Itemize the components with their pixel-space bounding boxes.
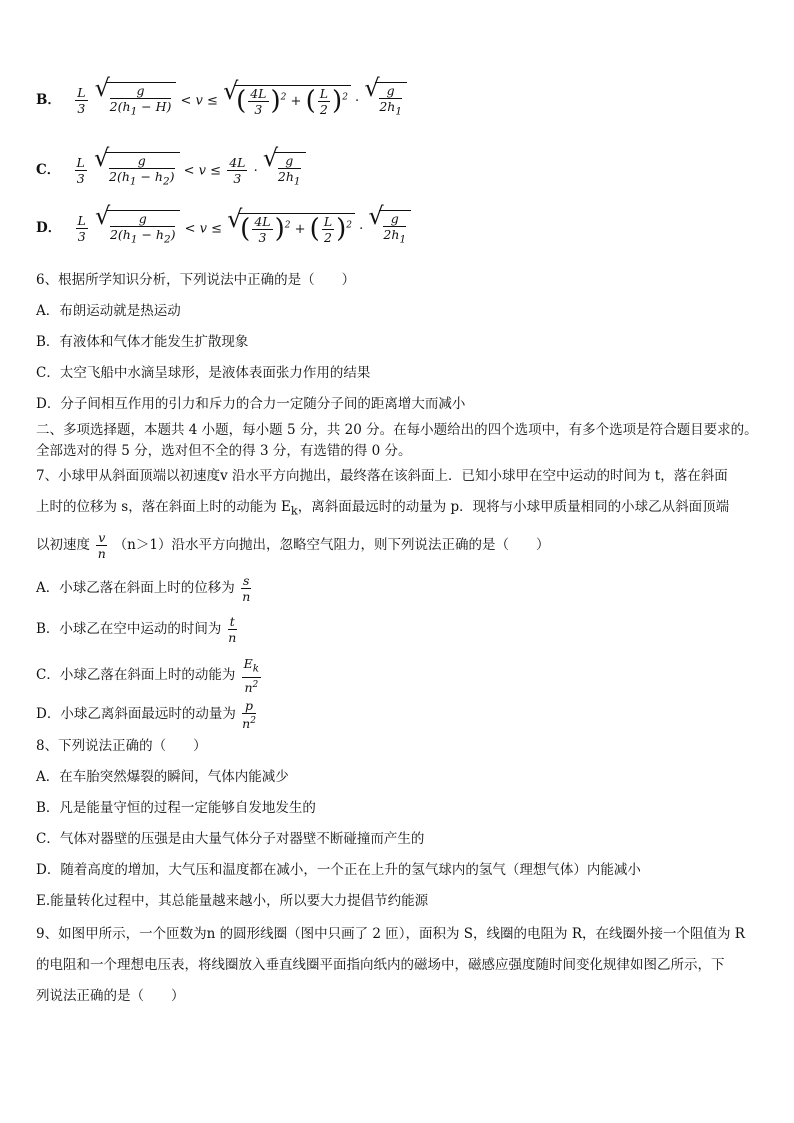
q7-option-b: B．小球乙在空中运动的时间为 $\frac{t}{n}$	[36, 614, 237, 645]
q6-option-d: D．分子间相互作用的引力和斥力的合力一定随分子间的距离增大而减小	[36, 396, 466, 412]
q6-stem: 6、根据所学知识分析，下列说法中正确的是（ ）	[36, 272, 356, 288]
q9-line-3: 列说法正确的是（ ）	[36, 988, 185, 1004]
q7-option-c: C．小球乙落在斜面上时的动能为 $\frac{E_k}{n^2}$	[36, 656, 260, 695]
formula-d: $\frac{L}{3}$ √ $\frac{g}{2(h_1 - h_2)}$ < v ≤ √ ( $\frac{4L}{3}$ )$^2$ + ( $\frac{L}{2}$ )$^2$ · √ $\frac{g}{2h_1}$	[74, 210, 412, 248]
q7-line-1: 7、小球甲从斜面顶端以初速度v 沿水平方向抛出，最终落在该斜面上．已知小球甲在空中运动的时间为 t，落在斜面	[36, 468, 728, 484]
q9-line-1: 9、如图甲所示，一个匝数为n 的圆形线圈（图中只画了 2 匝），面积为 S，线圈的电阻为 R，在线圈外接一个阻值为 R	[36, 926, 745, 942]
q5-option-c: C． $\frac{L}{3}$ √ $\frac{g}{2(h_1 - h_2)}$ < v ≤ $\frac{4L}{3}$ · √ $\frac{g}{2h_1}$	[36, 152, 306, 190]
q8-option-e: E.能量转化过程中，其总能量越来越小，所以要大力提倡节约能源	[36, 893, 429, 909]
q7-line-3: 以初速度 $\frac{v}{n}$ （n＞1）沿水平方向抛出，忽略空气阻力，则下列说法正确的是（ ）	[36, 530, 550, 561]
q6-option-a: A．布朗运动就是热运动	[36, 303, 181, 319]
q6-option-c: C．太空飞船中水滴呈球形，是液体表面张力作用的结果	[36, 365, 371, 381]
q8-option-c: C．气体对器壁的压强是由大量气体分子对器壁不断碰撞而产生的	[36, 831, 425, 847]
q8-option-b: B．凡是能量守恒的过程一定能够自发地发生的	[36, 800, 316, 816]
formula-b: $\frac{L}{3}$ √ $\frac{g}{2(h_1 - H)}$ < v ≤ √ ( $\frac{4L}{3}$ )$^2$ + ( $\frac{L}{2}$ )$^2$ · √ $\frac{g}{2h_1}$	[73, 82, 407, 120]
q9-line-2: 的电阻和一个理想电压表，将线圈放入垂直线圈平面指向纸内的磁场中，磁感应强度随时间变化规律如图乙所示，下	[36, 957, 725, 973]
q8-stem: 8、下列说法正确的（ ）	[36, 738, 207, 754]
q7-option-d: D．小球乙离斜面最远时的动量为 $\frac{p}{n^2}$	[36, 698, 256, 732]
fraction-v-over-n: $\frac{v}{n}$	[97, 530, 106, 561]
q7-line-2: 上时的位移为 s，落在斜面上时的动能为 $E_k$，离斜面最远时的动量为 p．现将与小球甲质量相同的小球乙从斜面顶端	[36, 499, 730, 518]
formula-c: $\frac{L}{3}$ √ $\frac{g}{2(h_1 - h_2)}$ < v ≤ $\frac{4L}{3}$ · √ $\frac{g}{2h_1}$	[73, 152, 306, 190]
q8-option-a: A．在车胎突然爆裂的瞬间，气体内能减少	[36, 769, 289, 785]
section-heading: 二、多项选择题，本题共 4 小题，每小题 5 分，共 20 分。在每小题给出的四个选项中，有多个选项是符合题目要求的。全部选对的得 5 分，选对但不全的得 3 分，有选错的得 0 分。	[36, 422, 758, 459]
q5-option-b: B． $\frac{L}{3}$ √ $\frac{g}{2(h_1 - H)}$ < v ≤ √ ( $\frac{4L}{3}$ )$^2$ + ( $\frac{L}{2}$ )$^2$ · √ $\frac{g}{2h_1}$	[36, 82, 407, 120]
q8-option-d: D．随着高度的增加，大气压和温度都在减小，一个正在上升的氢气球内的氢气（理想气体）内能减小	[36, 862, 641, 878]
q7-option-a: A．小球乙落在斜面上时的位移为 $\frac{s}{n}$	[36, 573, 251, 604]
q6-option-b: B．有液体和气体才能发生扩散现象	[36, 334, 249, 350]
q5-option-d: D． $\frac{L}{3}$ √ $\frac{g}{2(h_1 - h_2)}$ < v ≤ √ ( $\frac{4L}{3}$ )$^2$ + ( $\frac{L}{2}$ )$^2$ · √ $\frac{g}{2h_1}$	[36, 210, 411, 248]
